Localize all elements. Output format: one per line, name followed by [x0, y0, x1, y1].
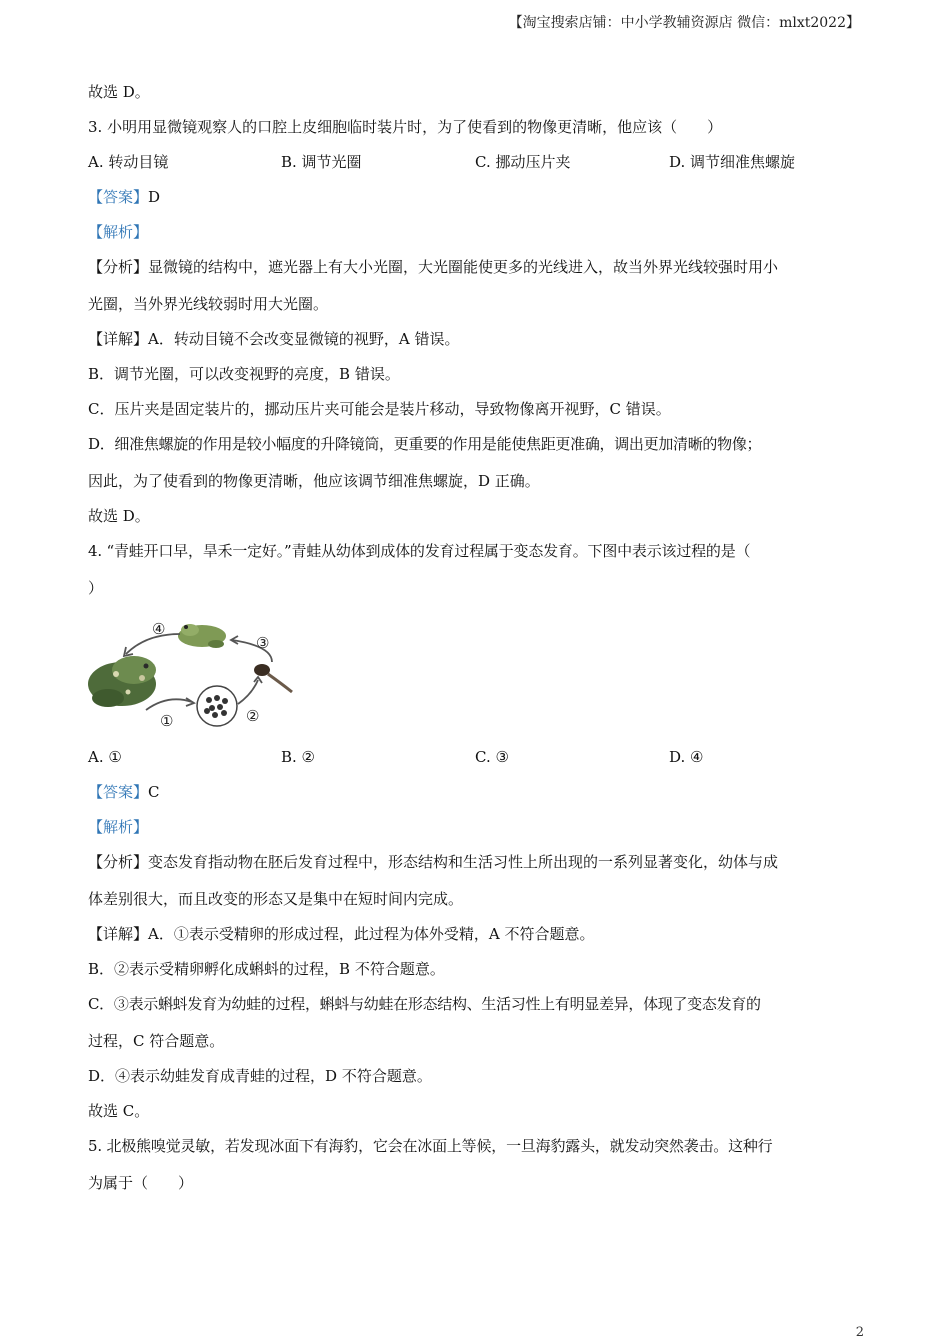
q4-option-d: D. ④ [669, 748, 704, 766]
page-header: 【淘宝搜索店铺：中小学教辅资源店 微信：mlxt2022】 [508, 15, 860, 31]
q4-fenxi-line-1 [88, 852, 778, 872]
fenxi-tag: 【分析】 [88, 853, 149, 871]
q3-detail-b: B．调节光圈，可以改变视野的亮度，B 错误。 [88, 365, 400, 383]
arrow-2 [238, 680, 258, 704]
q3-conclusion: 故选 D。 [88, 507, 150, 525]
q4-detail-d: D．④表示幼蛙发育成青蛙的过程，D 不符合题意。 [88, 1067, 432, 1085]
figure-label-3: ③ [256, 634, 270, 652]
q3-analysis-tag: 【解析】 [88, 223, 149, 241]
figure-label-1: ① [160, 712, 174, 730]
q3-option-b: B. 调节光圈 [281, 153, 362, 171]
q4-option-c: C. ③ [475, 748, 509, 766]
fenxi-text: 变态发育指动物在胚后发育过程中，形态结构和生活习性上所出现的一系列显著变化，幼体与成 [148, 853, 779, 871]
frog-life-cycle-figure [86, 614, 300, 736]
q3-option-a: A. 转动目镜 [88, 153, 169, 171]
q3-fenxi-line-1 [88, 257, 778, 277]
answer-value: C [148, 783, 160, 801]
fenxi-tag: 【分析】 [88, 258, 149, 276]
q3-detail-d-line-1: D．细准焦螺旋的作用是较小幅度的升降镜筒，更重要的作用是能使焦距更准确，调出更加清晰的物像； [88, 435, 762, 453]
q3-stem: 3. 小明用显微镜观察人的口腔上皮细胞临时装片时，为了使看到的物像更清晰，他应该（ ） [88, 118, 723, 136]
q4-stem-line-1: 4. “青蛙开口早，旱禾一定好。”青蛙从幼体到成体的发育过程属于变态发育。下图中表示该过程的是（ [88, 542, 751, 560]
q4-detail-a [88, 924, 594, 944]
q3-detail-d-line-2: 因此，为了使看到的物像更清晰，他应该调节细准焦螺旋，D 正确。 [88, 472, 540, 490]
q4-analysis-tag: 【解析】 [88, 818, 149, 836]
young-frog-icon [178, 624, 226, 648]
q4-fenxi-line-2: 体差别很大，而且改变的形态又是集中在短时间内完成。 [88, 890, 464, 908]
q3-fenxi-line-2: 光圈，当外界光线较弱时用大光圈。 [88, 295, 329, 313]
q4-conclusion: 故选 C。 [88, 1102, 150, 1120]
q4-answer [88, 782, 160, 802]
answer-value: D [148, 188, 161, 206]
detail-text: A．①表示受精卵的形成过程，此过程为体外受精，A 不符合题意。 [148, 925, 595, 943]
q3-option-d: D. 调节细准焦螺旋 [669, 153, 796, 171]
answer-tag: 【答案】 [88, 188, 149, 206]
detail-tag: 【详解】 [88, 925, 149, 943]
q5-stem-line-2: 为属于（ ） [88, 1174, 194, 1192]
previous-conclusion: 故选 D。 [88, 83, 150, 101]
q3-detail-c: C．压片夹是固定装片的，挪动压片夹可能会是装片移动，导致物像离开视野，C 错误。 [88, 400, 671, 418]
q4-detail-c-line-1: C．③表示蝌蚪发育为幼蛙的过程，蝌蚪与幼蛙在形态结构、生活习性上有明显差异，体现了变态发育的 [88, 995, 761, 1013]
arrow-1 [146, 699, 192, 710]
q4-detail-c-line-2: 过程，C 符合题意。 [88, 1032, 225, 1050]
detail-tag: 【详解】 [88, 330, 149, 348]
q4-option-b: B. ② [281, 748, 316, 766]
q4-stem-line-2: ） [88, 579, 104, 597]
eggs-icon [197, 686, 237, 726]
q3-answer [88, 187, 160, 207]
answer-tag: 【答案】 [88, 783, 149, 801]
page-number: 2 [855, 1325, 864, 1340]
q4-option-a: A. ① [88, 748, 122, 766]
q3-detail-a [88, 329, 459, 349]
fenxi-text: 显微镜的结构中，遮光器上有大小光圈，大光圈能使更多的光线进入，故当外界光线较强时用小 [148, 258, 779, 276]
q3-option-c: C. 挪动压片夹 [475, 153, 571, 171]
figure-label-4: ④ [152, 620, 166, 638]
q4-detail-b: B．②表示受精卵孵化成蝌蚪的过程，B 不符合题意。 [88, 960, 445, 978]
adult-frog-icon [88, 656, 156, 707]
detail-text: A．转动目镜不会改变显微镜的视野，A 错误。 [148, 330, 460, 348]
q5-stem-line-1: 5. 北极熊嗅觉灵敏，若发现冰面下有海豹，它会在冰面上等候，一旦海豹露头，就发动突然袭击。这种行 [88, 1137, 773, 1155]
figure-label-2: ② [246, 707, 260, 725]
